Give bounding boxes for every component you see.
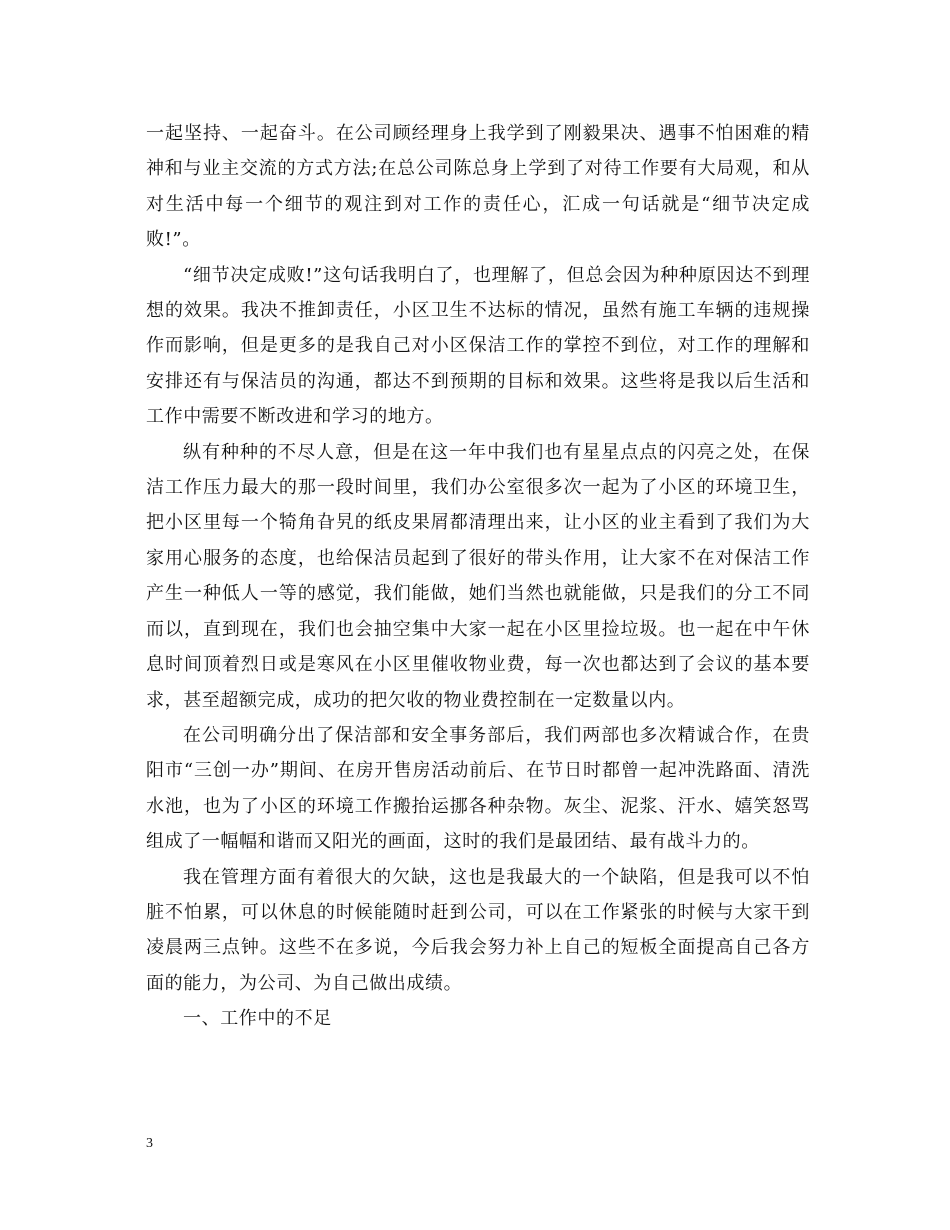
paragraph-3: 纵有种种的不尽人意，但是在这一年中我们也有星星点点的闪亮之处，在保洁工作压力最大的那一段时间里，我们办公室很多次一起为了小区的环境卫生，把小区里每一个犄角旮旯的纸皮果屑都清理出来，让小区的业主看到了我们为大家用心服务的态度，也给保洁员起到了很好的带头作用，让大家不在对保洁工作产生一种低人一等的感觉，我们能做，她们当然也就能做，只是我们的分工不同而以，直到现在，我们也会抽空集中大家一起在小区里捡垃圾。也一起在中午休息时间顶着烈日或是寒风在小区里催收物业费，每一次也都达到了会议的基本要求，甚至超额完成，成功的把欠收的物业费控制在一定数量以内。: [146, 441, 810, 711]
paragraph-2: “细节决定成败!”这句话我明白了，也理解了，但总会因为种种原因达不到理想的效果。我决不推卸责任，小区卫生不达标的情况，虽然有施工车辆的违规操作而影响，但是更多的是我自己对小区保洁工作的掌控不到位，对工作的理解和安排还有与保洁员的沟通，都达不到预期的目标和效果。这些将是我以后生活和工作中需要不断改进和学习的地方。: [146, 264, 810, 428]
section-heading: 一、工作中的不足: [183, 1008, 332, 1030]
paragraph-4: 在公司明确分出了保洁部和安全事务部后，我们两部也多次精诚合作，在贵阳市“三创一办”期间、在房开售房活动前后、在节日时都曾一起冲洗路面、清洗水池，也为了小区的环境工作搬抬运挪各种杂物。灰尘、泥浆、汗水、嬉笑怒骂组成了一幅幅和谐而又阳光的画面，这时的我们是最团结、最有战斗力的。: [146, 724, 810, 853]
page-number: 3: [146, 1136, 153, 1151]
paragraph-5: 我在管理方面有着很大的欠缺，这也是我最大的一个缺陷，但是我可以不怕脏不怕累，可以休息的时候能随时赶到公司，可以在工作紧张的时候与大家干到凌晨两三点钟。这些不在多说，今后我会努力补上自己的短板全面提高自己各方面的能力，为公司、为自己做出成绩。: [146, 866, 810, 994]
document-body: [146, 116, 810, 1037]
paragraph-1: 一起坚持、一起奋斗。在公司顾经理身上我学到了刚毅果决、遇事不怕困难的精神和与业主交流的方式方法;在总公司陈总身上学到了对待工作要有大局观，和从对生活中每一个细节的观注到对工作的责任心，汇成一句话就是“细节决定成败!”。: [146, 123, 810, 251]
